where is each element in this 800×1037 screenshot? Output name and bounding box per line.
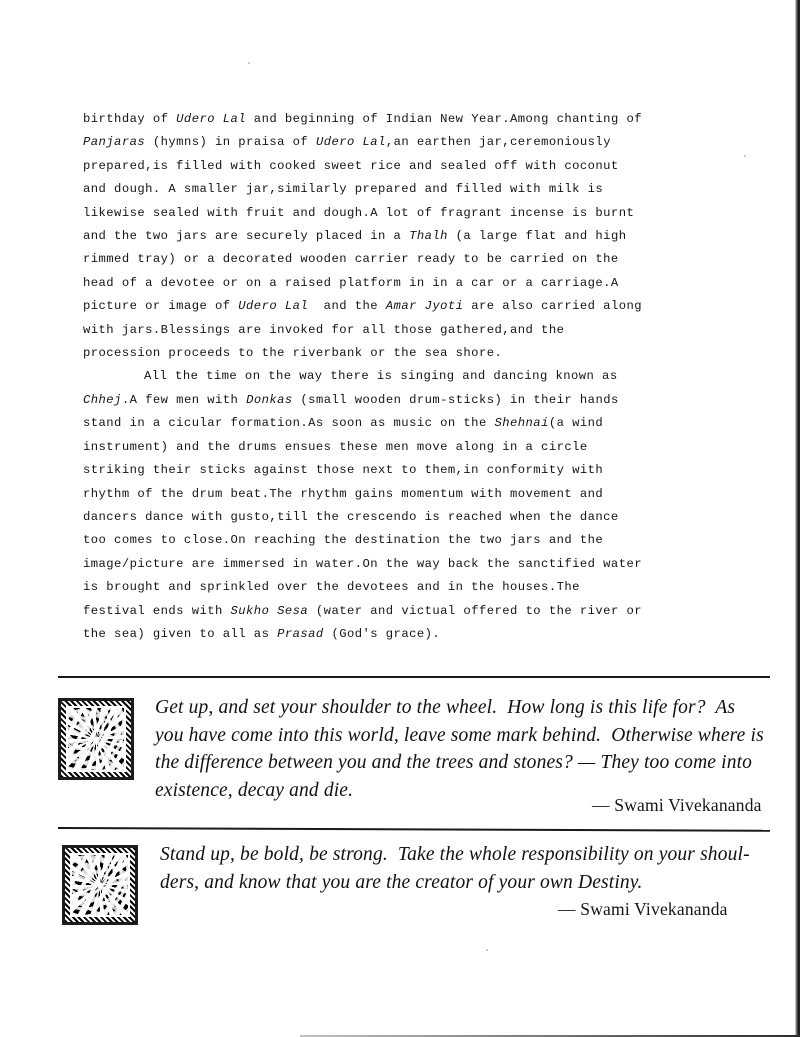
scan-speck xyxy=(248,62,250,64)
quote-divider-top xyxy=(58,676,770,678)
text-run: ,an earthen jar,ceremoniously xyxy=(385,135,611,150)
text-run: head of a devotee or on a raised platform in in a car or a carriage.A xyxy=(83,275,619,290)
text-line xyxy=(83,342,683,365)
text-line xyxy=(83,576,683,599)
emphasis-term: Thalh xyxy=(409,229,448,244)
text-run: striking their sticks against those next to them,in conformity with xyxy=(83,463,604,478)
emphasis-term: Prasad xyxy=(277,626,324,641)
text-run: procession proceeds to the riverbank or the sea shore. xyxy=(83,346,503,361)
emphasis-term: Shehnai xyxy=(494,416,549,431)
text-line xyxy=(83,295,683,318)
text-run: (a wind xyxy=(548,416,604,431)
emphasis-term: Udero Lal xyxy=(176,112,247,126)
text-run: festival ends with xyxy=(83,603,231,618)
scan-edge-right xyxy=(795,0,800,1037)
text-line xyxy=(83,178,683,201)
text-run: image/picture are immersed in water.On the way back the sanctified water xyxy=(83,556,642,571)
text-run: is brought and sprinkled over the devotees and in the houses.The xyxy=(83,580,580,595)
quote-line: you have come into this world, leave some mark behind. Otherwise where is xyxy=(155,724,764,746)
text-run: (God's grace). xyxy=(323,626,441,641)
text-line xyxy=(83,225,683,248)
text-run: and beginning of Indian New Year.Among chanting of xyxy=(246,112,642,126)
text-line xyxy=(83,553,683,576)
text-line xyxy=(83,202,683,225)
paragraph-chhej xyxy=(83,365,683,646)
emphasis-term: Udero Lal xyxy=(238,299,309,314)
text-run: are also carried along xyxy=(463,299,643,314)
quote-1-attribution: — Swami Vivekananda xyxy=(592,795,762,815)
text-run: prepared,is filled with cooked sweet rice and sealed off with coconut xyxy=(83,158,619,173)
ornament-foliate-field xyxy=(68,708,124,770)
text-line xyxy=(83,506,683,529)
quote-line: Stand up, be bold, be strong. Take the whole responsibility on your shoul- xyxy=(160,844,750,865)
text-run: instrument) and the drums ensues these men move along in a circle xyxy=(83,439,588,454)
text-line xyxy=(83,319,683,342)
text-line xyxy=(83,131,683,154)
text-run: rimmed tray) or a decorated wooden carrier ready to be carried on the xyxy=(83,252,619,267)
text-run: stand in a cicular formation.As soon as music on the xyxy=(83,416,495,431)
paragraph-festival xyxy=(83,108,683,365)
text-line xyxy=(83,155,683,178)
scan-speck xyxy=(486,949,488,951)
text-line xyxy=(83,529,683,552)
text-line xyxy=(83,459,683,482)
emphasis-term: Panjaras xyxy=(83,135,146,150)
text-run: .A few men with xyxy=(121,392,247,407)
text-run: likewise sealed with fruit and dough.A lot of fragrant incense is burnt xyxy=(83,205,635,220)
text-line xyxy=(83,412,683,435)
text-run: (a large flat and high xyxy=(447,229,627,244)
emphasis-term: Amar Jyoti xyxy=(385,299,464,314)
ornament-foliate-field xyxy=(72,855,128,915)
emphasis-term: Chhej xyxy=(83,392,122,407)
text-line xyxy=(83,365,683,388)
text-run: birthday of xyxy=(83,112,177,126)
document-body xyxy=(83,108,683,646)
text-run: the sea) given to all as xyxy=(83,626,278,641)
quote-line: existence, decay and die. xyxy=(155,779,354,801)
text-run: (hymns) in praisa of xyxy=(145,135,316,150)
text-run: (small wooden drum-sticks) in their hands xyxy=(292,392,619,407)
text-line xyxy=(83,623,683,646)
floral-woodcut-ornament xyxy=(62,845,138,925)
text-run: picture or image of xyxy=(83,299,239,314)
text-line xyxy=(83,248,683,271)
text-line xyxy=(83,389,683,412)
text-run: and dough. A smaller jar,similarly prepared and filled with milk is xyxy=(83,182,604,197)
floral-woodcut-ornament xyxy=(58,698,134,780)
text-run: and the xyxy=(308,299,386,314)
text-run: and the two jars are securely placed in a xyxy=(83,229,410,244)
quote-divider-middle xyxy=(58,827,770,832)
text-run: rhythm of the drum beat.The rhythm gains momentum with movement and xyxy=(83,486,604,501)
text-run: too comes to close.On reaching the destination the two jars and the xyxy=(83,533,604,548)
quote-line: Get up, and set your shoulder to the wheel. How long is this life for? As xyxy=(155,697,736,718)
quote-line: the difference between you and the trees and stones? — They too come into xyxy=(155,752,753,773)
text-line xyxy=(83,108,683,131)
emphasis-term: Donkas xyxy=(246,392,293,407)
quote-line: ders, and know that you are the creator of your own Destiny. xyxy=(160,871,643,893)
text-line xyxy=(83,272,683,295)
quote-2-attribution: — Swami Vivekananda xyxy=(558,899,728,919)
quote-1-text xyxy=(155,694,764,804)
text-line xyxy=(83,436,683,459)
scan-speck xyxy=(744,155,746,157)
text-run: dancers dance with gusto,till the crescendo is reached when the dance xyxy=(83,509,619,524)
text-run: (water and victual offered to the river or xyxy=(308,603,642,618)
text-line xyxy=(83,483,683,506)
text-line xyxy=(83,600,683,623)
text-run: All the time on the way there is singing and dancing known as xyxy=(144,369,618,384)
emphasis-term: Sukho Sesa xyxy=(230,603,309,618)
quote-2-text xyxy=(160,841,760,896)
emphasis-term: Udero Lal xyxy=(315,135,386,150)
text-run: with jars.Blessings are invoked for all those gathered,and the xyxy=(83,322,565,337)
